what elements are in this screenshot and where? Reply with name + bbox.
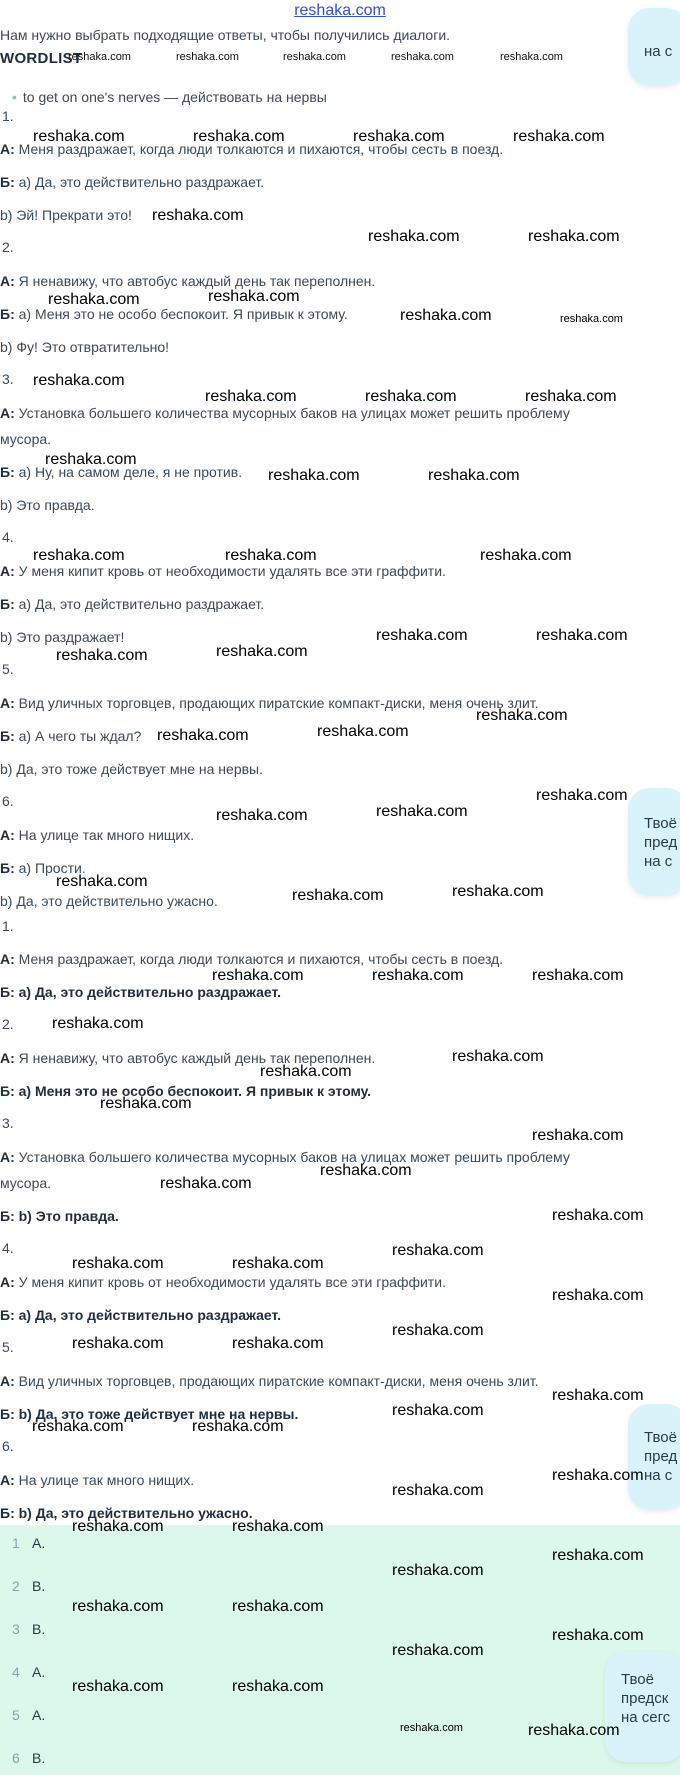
promo-bubble[interactable] <box>628 8 680 86</box>
dialogue-line <box>0 694 539 712</box>
dialogue-line <box>0 404 570 422</box>
dialogue-line <box>0 1273 446 1291</box>
watermark: reshaka.com <box>428 467 520 484</box>
speaker-label: А: <box>0 695 15 711</box>
watermark: reshaka.com <box>476 707 568 724</box>
dialogue-answer <box>0 1207 119 1225</box>
watermark: reshaka.com <box>232 1598 324 1615</box>
watermark: reshaka.com <box>45 451 137 468</box>
watermark: reshaka.com <box>33 372 125 389</box>
watermark: reshaka.com <box>192 1418 284 1435</box>
wordlist-watermark: reshaka.com <box>283 51 346 63</box>
watermark: reshaka.com <box>292 887 384 904</box>
watermark: reshaka.com <box>100 1095 192 1112</box>
wordlist-entry-text: to get on one's nerves — действовать на нервы <box>22 89 327 105</box>
watermark: reshaka.com <box>232 1335 324 1352</box>
line-text: На улице так много нищих. <box>18 827 195 843</box>
speaker-label: А: <box>0 405 15 421</box>
answer-text: а) Да, это действительно раздражает. <box>18 1307 282 1323</box>
answer-number: 6 <box>12 1750 20 1766</box>
watermark: reshaka.com <box>205 388 297 405</box>
dialogue-line <box>0 595 264 613</box>
watermark: reshaka.com <box>400 1722 463 1734</box>
site-title-link[interactable]: reshaka.com <box>294 2 386 19</box>
speaker-label: А: <box>0 273 15 289</box>
watermark: reshaka.com <box>452 1048 544 1065</box>
watermark: reshaka.com <box>528 1722 620 1739</box>
speaker-label: Б: <box>0 1505 15 1521</box>
watermark: reshaka.com <box>532 967 624 984</box>
watermark: reshaka.com <box>72 1518 164 1535</box>
speaker-label: Б: <box>0 728 15 744</box>
dialogue-line <box>0 727 141 745</box>
speaker-label: А: <box>0 141 15 157</box>
line-text: а) Да, это действительно раздражает. <box>18 174 265 190</box>
speaker-label: Б: <box>0 174 15 190</box>
answer-number: 5 <box>12 1707 20 1723</box>
watermark: reshaka.com <box>225 547 317 564</box>
dialogue-line <box>0 173 264 191</box>
dialogue-answer <box>0 983 281 1001</box>
watermark: reshaka.com <box>216 643 308 660</box>
watermark: reshaka.com <box>232 1518 324 1535</box>
speaker-label: Б: <box>0 464 15 480</box>
speaker-label: А: <box>0 1373 15 1389</box>
dialogue-number: 4. <box>2 1240 14 1256</box>
watermark: reshaka.com <box>56 647 148 664</box>
watermark: reshaka.com <box>72 1598 164 1615</box>
dialogue-number: 5. <box>2 661 14 677</box>
watermark: reshaka.com <box>353 128 445 145</box>
watermark: reshaka.com <box>392 1402 484 1419</box>
promo-bubble-text: Твоё предск на сегс <box>621 1671 671 1726</box>
answer-text: а) Да, это действительно раздражает. <box>18 984 282 1000</box>
dialogue-line <box>0 1148 570 1166</box>
wordlist-watermark: reshaka.com <box>176 51 239 63</box>
watermark: reshaka.com <box>376 627 468 644</box>
watermark: reshaka.com <box>552 1287 644 1304</box>
promo-bubble-text: Твоё пред на с <box>644 815 678 870</box>
answer-text: b) Это правда. <box>18 1208 119 1224</box>
watermark: reshaka.com <box>72 1678 164 1695</box>
watermark: reshaka.com <box>536 787 628 804</box>
dialogue-number: 6. <box>2 1438 14 1454</box>
speaker-label: А: <box>0 563 15 579</box>
watermark: reshaka.com <box>392 1482 484 1499</box>
line-text: У меня кипит кровь от необходимости удалять все эти граффити. <box>18 1274 446 1290</box>
watermark: reshaka.com <box>52 1015 144 1032</box>
dialogue-number: 3. <box>2 1115 14 1131</box>
dialogue-number: 6. <box>2 793 14 809</box>
watermark: reshaka.com <box>232 1255 324 1272</box>
watermark: reshaka.com <box>72 1255 164 1272</box>
dialogue-answer <box>0 1306 281 1324</box>
line-text: Вид уличных торговцев, продающих пиратские компакт-диски, меня очень злит. <box>18 695 539 711</box>
speaker-label: А: <box>0 1149 15 1165</box>
line-text: Установка большего количества мусорных баков на улицах может решить проблему <box>18 405 570 421</box>
line-text: Я ненавижу, что автобус каждый день так переполнен. <box>18 1050 376 1066</box>
speaker-label: Б: <box>0 306 15 322</box>
dialogue-number: 1. <box>2 108 14 124</box>
dialogue-number: 2. <box>2 1016 14 1032</box>
promo-bubble[interactable] <box>628 1404 680 1510</box>
watermark: reshaka.com <box>216 807 308 824</box>
watermark: reshaka.com <box>552 1387 644 1404</box>
speaker-label: Б: <box>0 1307 15 1323</box>
answer-number: 2 <box>12 1578 20 1594</box>
dialogue-line <box>0 1471 194 1489</box>
answer-number: 4 <box>12 1664 20 1680</box>
watermark: reshaka.com <box>392 1562 484 1579</box>
watermark: reshaka.com <box>552 1547 644 1564</box>
line-text: а) А чего ты ждал? <box>18 728 142 744</box>
dialogue-line <box>0 272 375 290</box>
speaker-label: А: <box>0 1274 15 1290</box>
dialogue-line <box>0 950 503 968</box>
watermark: reshaka.com <box>72 1335 164 1352</box>
line-text: Вид уличных торговцев, продающих пиратские компакт-диски, меня очень злит. <box>18 1373 539 1389</box>
watermark: reshaka.com <box>208 288 300 305</box>
watermark: reshaka.com <box>260 1063 352 1080</box>
watermark: reshaka.com <box>193 128 285 145</box>
dialogue-line-cont: мусора. <box>0 431 52 447</box>
line-text: У меня кипит кровь от необходимости удалять все эти граффити. <box>18 563 446 579</box>
watermark: reshaka.com <box>152 207 244 224</box>
speaker-label: А: <box>0 827 15 843</box>
promo-bubble[interactable] <box>628 788 680 896</box>
watermark: reshaka.com <box>317 723 409 740</box>
watermark: reshaka.com <box>392 1242 484 1259</box>
answer-text: а) Меня это не особо беспокоит. Я привык к этому. <box>18 1083 372 1099</box>
line-text: Меня раздражает, когда люди толкаются и пихаются, чтобы сесть в поезд. <box>18 951 504 967</box>
watermark: reshaka.com <box>232 1678 324 1695</box>
watermark: reshaka.com <box>400 307 492 324</box>
line-text: Меня раздражает, когда люди толкаются и пихаются, чтобы сесть в поезд. <box>18 141 504 157</box>
watermark: reshaka.com <box>552 1207 644 1224</box>
watermark: reshaka.com <box>392 1642 484 1659</box>
dialogue-option: b) Это правда. <box>0 497 95 513</box>
watermark: reshaka.com <box>452 883 544 900</box>
answer-number: 3 <box>12 1621 20 1637</box>
watermark: reshaka.com <box>525 388 617 405</box>
watermark: reshaka.com <box>552 1627 644 1644</box>
dialogue-option: b) Фу! Это отвратительно! <box>0 339 170 355</box>
line-text: а) Меня это не особо беспокоит. Я привык к этому. <box>18 306 348 322</box>
watermark: reshaka.com <box>536 627 628 644</box>
line-text: На улице так много нищих. <box>18 1472 195 1488</box>
answer-value: B. <box>32 1578 46 1594</box>
promo-bubble[interactable] <box>605 1652 680 1762</box>
dialogue-number: 1. <box>2 918 14 934</box>
watermark: reshaka.com <box>160 1175 252 1192</box>
answer-value: A. <box>32 1535 46 1551</box>
watermark: reshaka.com <box>513 128 605 145</box>
dialogue-number: 2. <box>2 239 14 255</box>
watermark: reshaka.com <box>48 291 140 308</box>
watermark: reshaka.com <box>532 1127 624 1144</box>
dialogue-number: 3. <box>2 371 14 387</box>
watermark: reshaka.com <box>480 547 572 564</box>
speaker-label: Б: <box>0 596 15 612</box>
watermark: reshaka.com <box>552 1467 644 1484</box>
dialogue-number: 5. <box>2 1339 14 1355</box>
watermark: reshaka.com <box>392 1322 484 1339</box>
line-text: а) Ну, на самом деле, я не против. <box>18 464 243 480</box>
watermark: reshaka.com <box>376 803 468 820</box>
dialogue-line <box>0 1372 539 1390</box>
answer-value: B. <box>32 1621 46 1637</box>
watermark: reshaka.com <box>560 313 623 325</box>
watermark: reshaka.com <box>33 128 125 145</box>
dialogue-option: b) Эй! Прекрати это! <box>0 207 132 223</box>
watermark: reshaka.com <box>32 1418 124 1435</box>
answer-value: A. <box>32 1707 46 1723</box>
wordlist-entry <box>12 89 327 105</box>
dialogue-line-cont: мусора. <box>0 1175 52 1191</box>
line-text: а) Да, это действительно раздражает. <box>18 596 265 612</box>
answer-value: B. <box>32 1750 46 1766</box>
speaker-label: Б: <box>0 1208 15 1224</box>
speaker-label: Б: <box>0 984 15 1000</box>
watermark: reshaka.com <box>212 967 304 984</box>
watermark: reshaka.com <box>368 228 460 245</box>
dialogue-option: b) Да, это действительно ужасно. <box>0 893 218 909</box>
watermark: reshaka.com <box>365 388 457 405</box>
wordlist-title: WORDLIST <box>0 50 83 67</box>
answer-text: b) Да, это тоже действует мне на нервы. <box>18 1406 299 1422</box>
bullet-icon: • <box>12 89 17 105</box>
dialogue-number: 4. <box>2 529 14 545</box>
instruction-text: Нам нужно выбрать подходящие ответы, чтобы получились диалоги. <box>0 27 451 43</box>
line-text: Установка большего количества мусорных баков на улицах может решить проблему <box>18 1149 570 1165</box>
speaker-label: А: <box>0 1472 15 1488</box>
watermark: reshaka.com <box>320 1162 412 1179</box>
watermark: reshaka.com <box>268 467 360 484</box>
dialogue-option: b) Да, это тоже действует мне на нервы. <box>0 761 263 777</box>
watermark: reshaka.com <box>56 873 148 890</box>
wordlist-watermark: reshaka.com <box>68 51 131 63</box>
speaker-label: А: <box>0 1050 15 1066</box>
answer-value: A. <box>32 1664 46 1680</box>
watermark: reshaka.com <box>157 727 249 744</box>
promo-bubble-text: на с <box>644 43 673 60</box>
speaker-label: Б: <box>0 860 15 876</box>
speaker-label: А: <box>0 951 15 967</box>
watermark: reshaka.com <box>528 228 620 245</box>
answer-text: b) Да, это действительно ужасно. <box>18 1505 253 1521</box>
watermark: reshaka.com <box>372 967 464 984</box>
dialogue-line <box>0 826 194 844</box>
speaker-label: Б: <box>0 1406 15 1422</box>
line-text: а) Прости. <box>18 860 86 876</box>
promo-bubble-text: Твоё пред на с <box>644 1429 678 1484</box>
line-text: Я ненавижу, что автобус каждый день так переполнен. <box>18 273 376 289</box>
dialogue-option: b) Это раздражает! <box>0 629 125 645</box>
wordlist-watermark: reshaka.com <box>500 51 563 63</box>
watermark: reshaka.com <box>33 547 125 564</box>
answer-number: 1 <box>12 1535 20 1551</box>
speaker-label: Б: <box>0 1083 15 1099</box>
wordlist-watermark: reshaka.com <box>391 51 454 63</box>
